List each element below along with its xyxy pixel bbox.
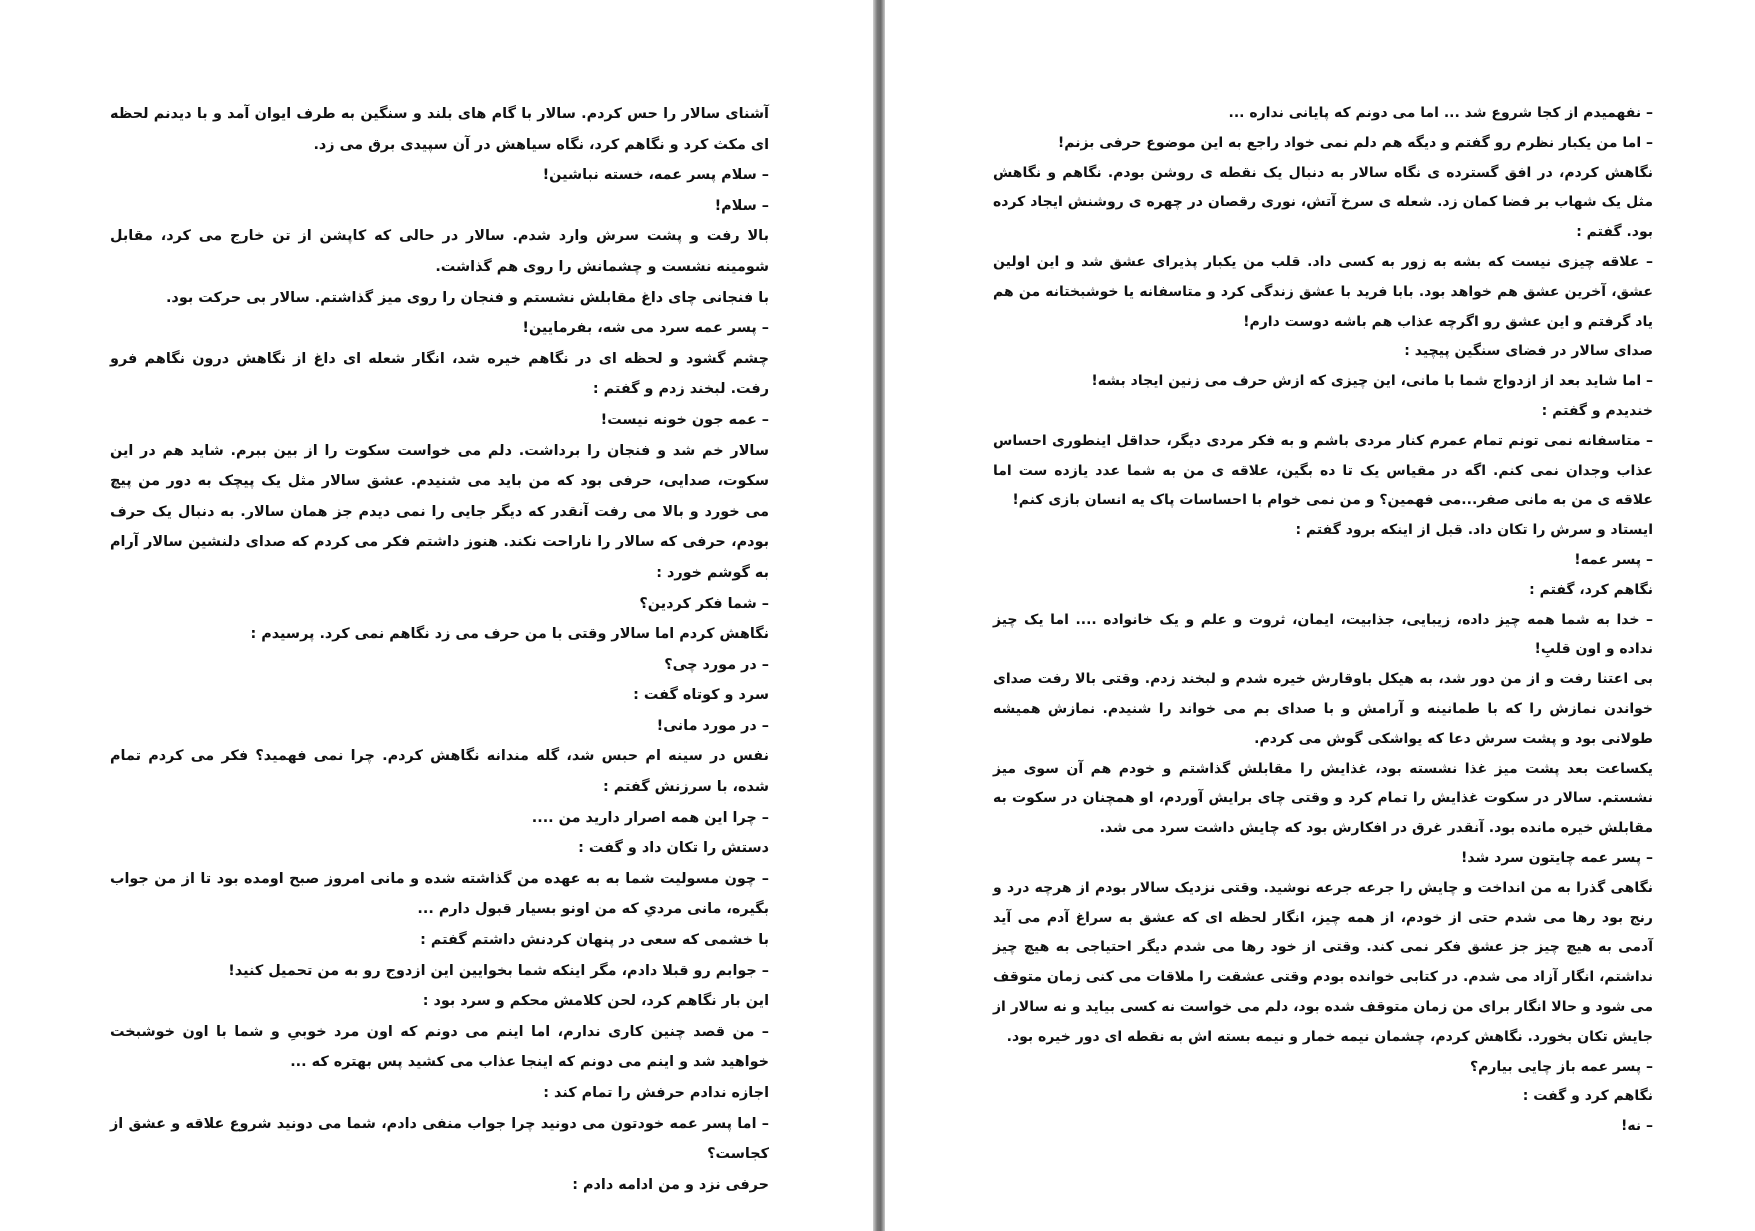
right-page-text	[993, 99, 1653, 1142]
paragraph: – سلام!	[714, 197, 769, 214]
paragraph: – چون مسولیت شما به به عهده من گذاشته شده و مانی امروز صبح اومده بود تا از من جواب بگیره، مانی مردیِ که من اونو بسیار قبول دارم ...	[110, 870, 769, 918]
paragraph: نگاهی گذرا به من انداخت و چایش را جرعه جرعه نوشید. وقتی نزدیک سالار بودم از هرچه درد و رنج بود رها می شدم حتی از خودم، از همه چیز، انگار لحظه ای که عشق به سراغ آدم می آید آدمی به هیچ چیز جز عشق فکر نمی کند. وقتی از خود رها می شدم دیگر احتیاجی به هیچ چیز نداشتم، انگار آزاد می شدم. در کتابی خوانده بودم وقتی عشقت را ملاقات می کنی زمان متوقف می شود و حالا انگار برای من زمان متوقف شده بود، دلم می خواست نه کسی بیاید و نه سالار از جایش تکان بخورد. نگاهش کردم، چشمان نیمه خمار و نیمه بسته اش به نقطه ای دور خیره بود.	[993, 879, 1653, 1045]
left-page-text	[110, 99, 769, 1200]
paragraph: اجازه ندادم حرفش را تمام کند :	[543, 1085, 769, 1101]
paragraph: خندیدم و گفتم :	[1541, 402, 1653, 419]
paragraph: یکساعت بعد پشت میز غذا نشسته بود، غذایش را مقابلش گذاشتم و خودم هم آن سوی میز نشستم. سالار در سکوت غذایش را تمام کرد و وقتی چای برایش آوردم، او همچنان در سکوت به مقابلش خیره مانده بود. آنقدر غرق در افکارش بود که چایش داشت سرد می شد.	[993, 760, 1653, 837]
paragraph: آشنای سالار را حس کردم. سالار با گام های بلند و سنگین به طرف ایوان آمد و با دیدنم لحظه ای مکث کرد و نگاهم کرد، نگاه سیاهش در آن سپیدی برق می زد.	[110, 106, 769, 153]
paragraph: نفس در سینه ام حبس شد، گله مندانه نگاهش کردم. چرا نمی فهمید؟ فکر می کردم تمام شده، با سرزنش گفتم :	[110, 748, 769, 796]
paragraph: – پسر عمه چایتون سرد شد!	[1461, 849, 1653, 866]
paragraph: – پسر عمه باز چایی بیارم؟	[1469, 1058, 1653, 1075]
paragraph: – در مورد مانی!	[656, 717, 769, 734]
paragraph: – علاقه چیزی نیست که بشه به زور به کسی داد. قلب من یکبار پذیرای عشق شد و این اولین عشق، آخرین عشق هم خواهد بود. بابا فرید با عشق زندگی کرد و متاسفانه یا خوشبختانه من هم یاد گرفتم و این عشق رو اگرچه عذاب هم باشه دوست دارم!	[993, 253, 1653, 330]
paragraph: این بار نگاهم کرد، لحن کلامش محکم و سرد بود :	[422, 993, 769, 1010]
paragraph: بالا رفت و پشت سرش وارد شدم. سالار در حالی که کاپشن از تن خارج می کرد، مقابل شومینه نشست و چشمانش را روی هم گذاشت.	[110, 228, 769, 275]
paragraph: چشم گشود و لحظه ای در نگاهم خیره شد، انگار شعله ای داغ از نگاهش درون نگاهم فرو رفت. لبخند زدم و گفتم :	[110, 350, 769, 398]
paragraph: دستش را تکان داد و گفت :	[578, 840, 769, 857]
paragraph: – سلام پسر عمه، خسته نباشین!	[542, 167, 769, 184]
paragraph: – متاسفانه نمی تونم تمام عمرم کنار مردی باشم و به فکر مردی دیگر، حداقل اینطوری احساس عذاب وجدان نمی کنم. اگه در مقیاس یک تا ده بگین، علاقه ی من به شما عدد یازده ست اما علاقه ی من به مانی صفر...می فهمین؟ و من نمی خوام با احساسات پاک یه انسان بازی کنم!	[993, 432, 1653, 509]
paragraph: با خشمی که سعی در پنهان کردنش داشتم گفتم :	[420, 932, 769, 949]
paragraph: – نه!	[1620, 1118, 1653, 1135]
paragraph: – اما پسر عمه خودتون می دونید چرا جواب منفی دادم، شما می دونید شروع علاقه و عشق از کجاست؟	[110, 1115, 769, 1163]
paragraph: – اما شاید بعد از ازدواج شما با مانی، این چیزی که ازش حرف می زنین ایجاد بشه!	[1091, 373, 1653, 390]
paragraph: سالار خم شد و فنجان را برداشت. دلم می خواست سکوت را از بین ببرم. شاید هم در این سکوت، صدایی، حرفی بود که من باید می شنیدم. عشق سالار مثل یک پیچک به دور من پیچ می خورد و بالا می رفت آنقدر که دیگر جایی را نمی دیدم جز همان سالار. به دنبال یک حرف بودم، حرفی که سالار را ناراحت نکند. هنوز داشتم فکر می کردم که صدای دلنشین سالار آرام به گوشم خورد :	[110, 442, 769, 581]
paragraph: – خدا به شما همه چیز داده، زیبایی، جذابیت، ایمان، ثروت و علم و یک خانواده .... اما یک چیز نداده و اون قلبِ!	[993, 611, 1653, 658]
paragraph: – شما فکر کردین؟	[639, 595, 769, 612]
paragraph: نگاهش کردم اما سالار وقتی با من حرف می زد نگاهم نمی کرد. پرسیدم :	[250, 626, 769, 643]
paragraph: – جوابم رو قبلا دادم، مگر اینکه شما بخوایین این ازدوج رو به من تحمیل کنید!	[228, 962, 769, 979]
paragraph: حرفی نزد و من ادامه دادم :	[572, 1176, 769, 1193]
paragraph: – نفهمیدم از کجا شروع شد ... اما می دونم که پایانی نداره ...	[1228, 105, 1653, 121]
paragraph: نگاهش کردم، در افق گسترده ی نگاه سالار به دنبال یک نقطه ی روشن بودم. نگاهم و نگاهش مثل یک شهاب بر فضا کمان زد. شعله ی سرخ آتش، نوری رقصان در چهره ی روشنش ایجاد کرده بود. گفتم :	[993, 164, 1653, 241]
paragraph: – عمه جون خونه نیست!	[600, 411, 769, 428]
paragraph: – پسر عمه!	[1574, 551, 1653, 568]
paragraph: سرد و کوتاه گفت :	[633, 687, 769, 704]
paragraph: – در مورد چی؟	[664, 656, 769, 673]
paragraph: نگاهم کرد، گفتم :	[1529, 581, 1653, 598]
paragraph: بی اعتنا رفت و از من دور شد، به هیکل باوقارش خیره شدم و لبخند زدم. وقتی بالا رفت صدای خواندن نمازش را که با طمانینه و آرامش و با صدای بم می خواند را شنیدم. نمازش همیشه طولانی بود و پشت سرش دعا که یواشکی گوش می کردم.	[993, 671, 1653, 747]
paragraph: نگاهم کرد و گفت :	[1522, 1088, 1653, 1105]
paragraph: – چرا این همه اصرار دارید من ....	[531, 809, 769, 826]
left-page	[0, 0, 873, 1231]
right-page	[885, 0, 1755, 1231]
paragraph: – پسر عمه سرد می شه، بفرمایین!	[522, 320, 769, 337]
book-gutter	[873, 0, 885, 1231]
paragraph: صدای سالار در فضای سنگین پیچید :	[1404, 343, 1653, 360]
paragraph: ایستاد و سرش را تکان داد. قبل از اینکه برود گفتم :	[1295, 522, 1653, 539]
paragraph: – من قصد چنین کاری ندارم، اما اینم می دونم که اون مرد خوبیِ و شما با اون خوشبخت خواهید شد و اینم می دونم که اینجا عذاب می کشید پس بهتره که ...	[110, 1023, 769, 1071]
paragraph: – اما من یکبار نظرم رو گفتم و دیگه هم دلم نمی خواد راجع به این موضوع حرفی بزنم!	[1057, 134, 1653, 151]
paragraph: با فنجانی چای داغ مقابلش نشستم و فنجان را روی میز گذاشتم. سالار بی حرکت بود.	[165, 289, 769, 306]
